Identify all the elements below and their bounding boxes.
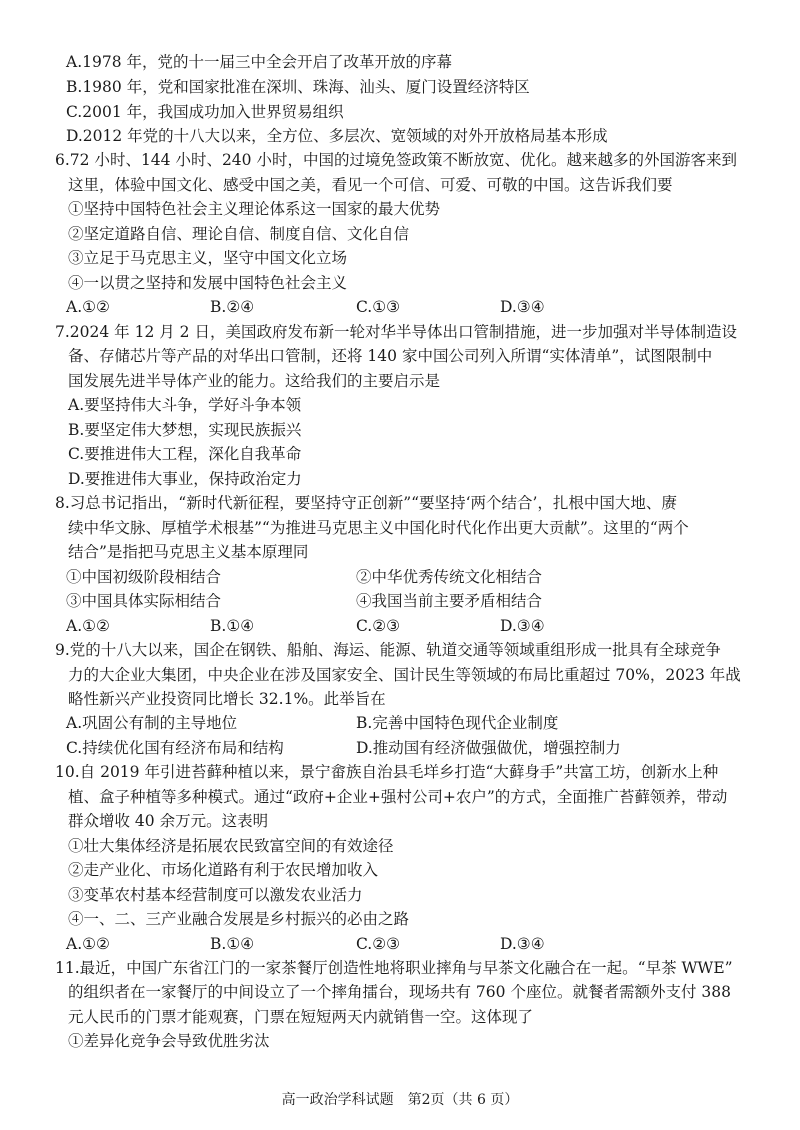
text-line: A.要坚持伟大斗争，学好斗争本领 [68,396,302,414]
answer-option: B.①④ [210,617,255,635]
text-line: ③立足于马克思主义，坚守中国文化立场 [68,249,348,267]
text-line: 植、盒子种植等多种模式。通过“政府+企业+强村公司+农户”的方式，全面推广苔藓领养，带动 [68,788,728,806]
text-line: 续中华文脉、厚植学术根基”“为推进马克思主义中国化时代化作出更大贡献”。这里的“两个 [68,519,689,537]
text-line: B.要坚定伟大梦想，实现民族振兴 [68,421,302,439]
answer-option: ①中国初级阶段相结合 [66,568,222,586]
text-line: 元人民币的门票才能观赛，门票在短短两天内就销售一空。这体现了 [68,1008,534,1026]
answer-option: D.③④ [500,298,545,316]
text-line: ①差异化竞争会导致优胜劣汰 [68,1032,270,1050]
text-line: ①坚持中国特色社会主义理论体系这一国家的最大优势 [68,200,441,218]
text-line: 7.2024 年 12 月 2 日，美国政府发布新一轮对华半导体出口管制措施，进一步加强对半导体制造设 [55,323,737,341]
text-line: B.1980 年，党和国家批准在深圳、珠海、汕头、厦门设置经济特区 [66,78,530,96]
answer-option: B.②④ [210,298,255,316]
text-line: 6.72 小时、144 小时、240 小时，中国的过境免签政策不断放宽、优化。越来越多的外国游客来到 [55,151,737,169]
answer-option: C.持续优化国有经济布局和结构 [66,739,284,757]
answer-option: A.①② [66,935,110,953]
text-line: ④一、二、三产业融合发展是乡村振兴的必由之路 [68,910,410,928]
answer-option: D.推动国有经济做强做优，增强控制力 [356,739,621,757]
answer-option: A.①② [66,617,110,635]
answer-option: C.②③ [356,935,401,953]
text-line: ②坚定道路自信、理论自信、制度自信、文化自信 [68,225,410,243]
answer-option: C.②③ [356,617,401,635]
answer-option: D.③④ [500,935,545,953]
text-line: A.1978 年，党的十一届三中全会开启了改革开放的序幕 [66,53,452,71]
text-line: 11.最近，中国广东省江门的一家茶餐厅创造性地将职业摔角与早茶文化融合在一起。“早茶 WWE” [55,959,733,977]
page-footer: 高一政治学科试题 第2页（共 6 页） [281,1092,519,1108]
answer-option: A.巩固公有制的主导地位 [66,714,238,732]
text-line: D.要推进伟大事业，保持政治定力 [68,470,302,488]
text-line: 这里，体验中国文化、感受中国之美，看见一个可信、可爱、可敬的中国。这告诉我们要 [68,176,673,194]
answer-option: ③中国具体实际相结合 [66,592,222,610]
text-line: C.要推进伟大工程，深化自我革命 [68,445,302,463]
text-line: 力的大企业大集团，中央企业在涉及国家安全、国计民生等领域的布局比重超过 70%，2023 年战 [68,666,741,684]
text-line: 结合”是指把马克思主义基本原理同 [68,543,309,561]
answer-option: C.①③ [356,298,401,316]
text-line: C.2001 年，我国成功加入世界贸易组织 [66,103,344,121]
answer-option: B.完善中国特色现代企业制度 [356,714,559,732]
text-line: 略性新兴产业投资同比增长 32.1%。此举旨在 [68,690,386,708]
text-line: 8.习总书记指出，“新时代新征程，要坚持守正创新”“要坚持‘两个结合’，扎根中国大地、赓 [55,494,677,512]
answer-option: ④我国当前主要矛盾相结合 [356,592,543,610]
text-line: 备、存储芯片等产品的对华出口管制，还将 140 家中国公司列入所谓“实体清单”，试图限制中 [68,347,713,365]
text-line: ①壮大集体经济是拓展农民致富空间的有效途径 [68,837,394,855]
text-line: 的组织者在一家餐厅的中间设立了一个摔角擂台，现场共有 760 个座位。就餐者需额外支付 388 [68,983,731,1001]
text-line: ②走产业化、市场化道路有利于农民增加收入 [68,861,379,879]
answer-option: A.①② [66,298,110,316]
text-line: 群众增收 40 余万元。这表明 [68,812,269,830]
text-line: 国发展先进半导体产业的能力。这给我们的主要启示是 [68,372,441,390]
text-line: 10.自 2019 年引进苔藓种植以来，景宁畲族自治县毛垟乡打造“大藓身手”共富工坊，创新水上种 [55,763,719,781]
answer-option: D.③④ [500,617,545,635]
text-line: ③变革农村基本经营制度可以激发农业活力 [68,886,363,904]
answer-option: B.①④ [210,935,255,953]
text-line: D.2012 年党的十八大以来，全方位、多层次、宽领域的对外开放格局基本形成 [66,127,608,145]
text-line: ④一以贯之坚持和发展中国特色社会主义 [68,274,348,292]
text-line: 9.党的十八大以来，国企在钢铁、船舶、海运、能源、轨道交通等领域重组形成一批具有全球竞争 [55,641,721,659]
answer-option: ②中华优秀传统文化相结合 [356,568,543,586]
